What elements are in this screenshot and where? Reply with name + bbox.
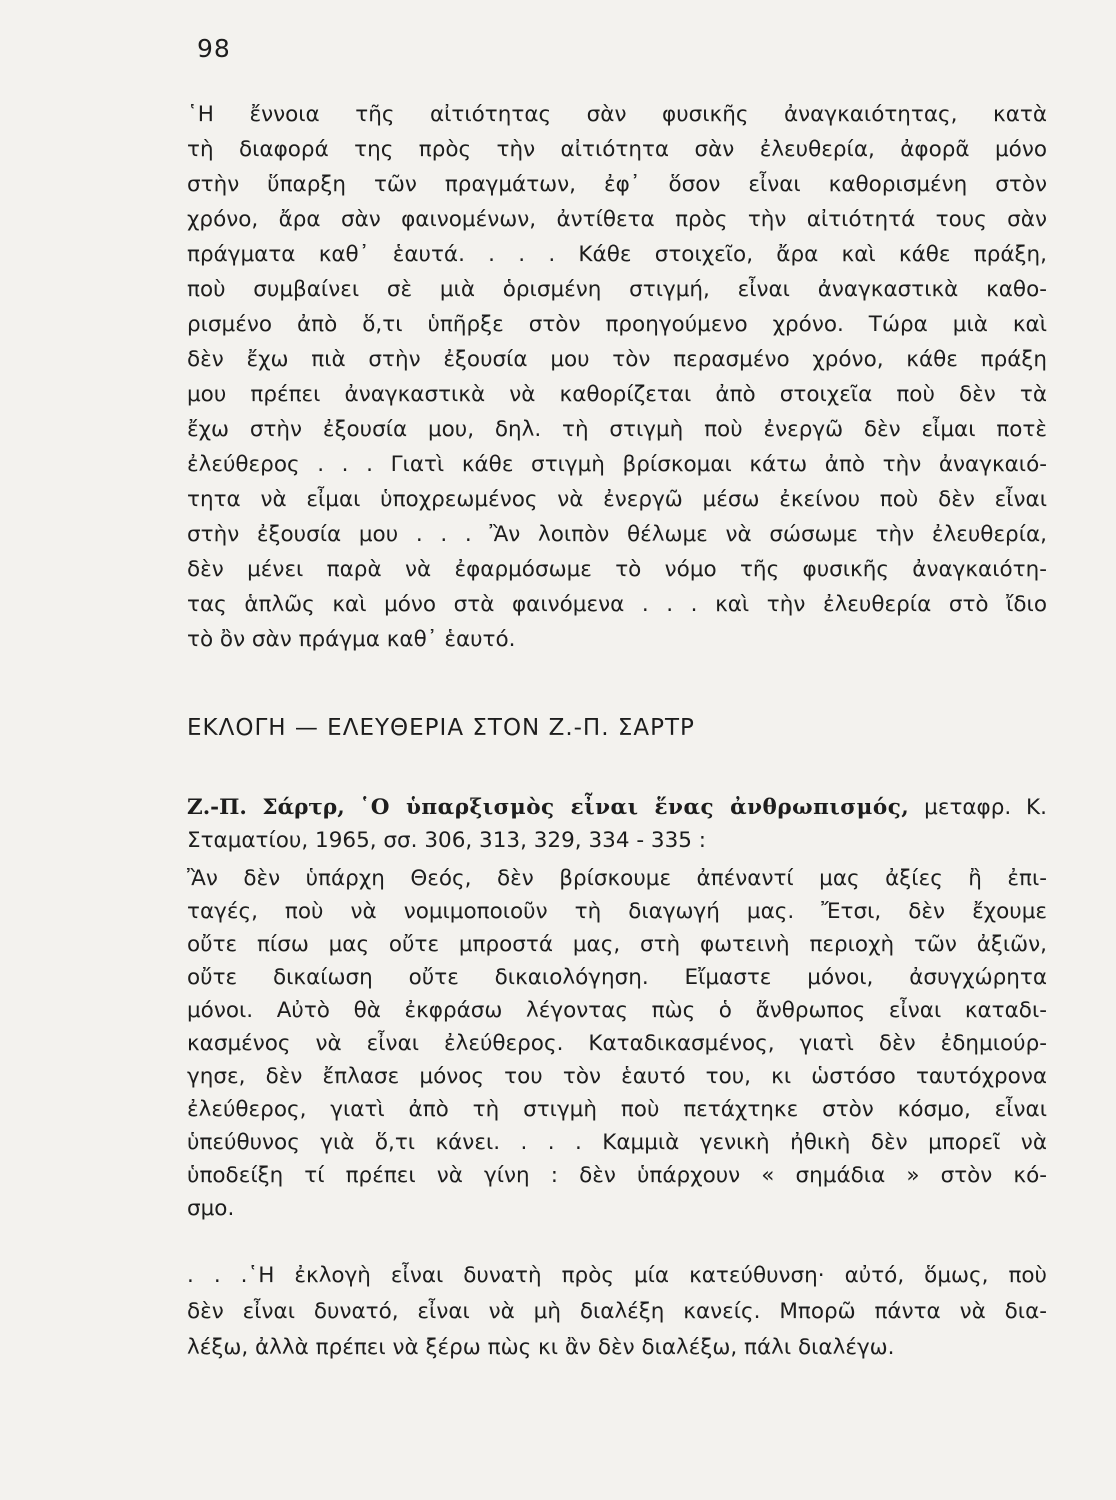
text-line: πράγματα καθ᾽ ἑαυτά. . . . Κάθε στοιχεῖο, ἄρα καὶ κάθε πράξη, [187, 242, 1047, 267]
text-line: χρόνο, ἄρα σὰν φαινομένων, ἀντίθετα πρὸς τὴν αἰτιότητά τους σὰν [187, 207, 1047, 232]
text-line: τὸ ὂν σὰν πράγμα καθ᾽ ἑαυτό. [187, 627, 516, 652]
text-line: ταγές, ποὺ νὰ νομιμοποιοῦν τὴ διαγωγή μας. Ἔτσι, δὲν ἔχουμε [187, 899, 1047, 924]
text-line: μόνοι. Αὐτὸ θὰ ἐκφράσω λέγοντας πὼς ὁ ἄνθρωπος εἶναι καταδι- [187, 998, 1047, 1023]
sartre-paragraph-2 [187, 1265, 1047, 1373]
citation-line [187, 797, 1047, 830]
citation-author: Ζ.-Π. Σάρτρ, [187, 795, 345, 820]
text-line: ὑποδείξη τί πρέπει νὰ γίνη : δὲν ὑπάρχουν « σημάδια » στὸν κό- [187, 1163, 1047, 1188]
text-line: τὴ διαφορά της πρὸς τὴν αἰτιότητα σὰν ἐλευθερία, ἀφορᾶ μόνο [187, 137, 1047, 162]
text-line: γησε, δὲν ἔπλασε μόνος του τὸν ἑαυτό του, κι ὡστόσο ταυτόχρονα [187, 1064, 1047, 1089]
citation-title: ῾Ο ὑπαρξισμὸς εἶναι ἕνας ἀνθρωπισμός, [359, 795, 910, 820]
kant-quote-paragraph [187, 104, 1047, 664]
text-line: δὲν μένει παρὰ νὰ ἐφαρμόσωμε τὸ νόμο τῆς φυσικῆς ἀναγκαιότη- [187, 557, 1047, 582]
text-line: σμο. [187, 1196, 235, 1221]
text-line: . . .῾Η ἐκλογὴ εἶναι δυνατὴ πρὸς μία κατεύθυνση· αὐτό, ὅμως, ποὺ [187, 1263, 1047, 1288]
text-line: ρισμένο ἀπὸ ὅ,τι ὑπῆρξε στὸν προηγούμενο χρόνο. Τώρα μιὰ καὶ [187, 312, 1047, 337]
page-number: 98 [197, 34, 231, 63]
text-line: Ἂν δὲν ὑπάρχη Θεός, δὲν βρίσκουμε ἀπέναντί μας ἀξίες ἢ ἐπι- [187, 866, 1047, 891]
text-line: ποὺ συμβαίνει σὲ μιὰ ὁρισμένη στιγμή, εἶναι ἀναγκαστικὰ καθο- [187, 277, 1047, 302]
text-line: ἐλεύθερος, γιατὶ ἀπὸ τὴ στιγμὴ ποὺ πετάχτηκε στὸν κόσμο, εἶναι [187, 1097, 1047, 1122]
text-line: δὲν εἶναι δυνατό, εἶναι νὰ μὴ διαλέξη κανείς. Μπορῶ πάντα νὰ δια- [187, 1299, 1047, 1324]
sartre-paragraph-1 [187, 868, 1047, 1231]
text-line: λέξω, ἀλλὰ πρέπει νὰ ξέρω πὼς κι ἂν δὲν διαλέξω, πάλι διαλέγω. [187, 1335, 895, 1360]
text-line: τητα νὰ εἶμαι ὑποχρεωμένος νὰ ἐνεργῶ μέσω ἐκείνου ποὺ δὲν εἶναι [187, 487, 1047, 512]
text-line: μου πρέπει ἀναγκαστικὰ νὰ καθορίζεται ἀπὸ στοιχεῖα ποὺ δὲν τὰ [187, 382, 1047, 407]
text-line: στὴν ὕπαρξη τῶν πραγμάτων, ἐφ᾽ ὅσον εἶναι καθορισμένη στὸν [187, 172, 1047, 197]
text-line: ῾Η ἔννοια τῆς αἰτιότητας σὰν φυσικῆς ἀναγκαιότητας, κατὰ [187, 102, 1047, 127]
text-line: ὑπεύθυνος γιὰ ὅ,τι κάνει. . . . Καμμιὰ γενικὴ ἠθικὴ δὲν μπορεῖ νὰ [187, 1130, 1047, 1155]
text-line: οὔτε πίσω μας οὔτε μπροστά μας, στὴ φωτεινὴ περιοχὴ τῶν ἀξιῶν, [187, 932, 1047, 957]
section-heading: ΕΚΛΟΓΗ — ΕΛΕΥΘΕΡΙΑ ΣΤΟΝ Ζ.-Π. ΣΑΡΤΡ [187, 715, 695, 741]
citation-line: Σταματίου, 1965, σσ. 306, 313, 329, 334 - 335 : [187, 828, 707, 853]
text-line: δὲν ἔχω πιὰ στὴν ἐξουσία μου τὸν περασμένο χρόνο, κάθε πράξη [187, 347, 1047, 372]
text-line: οὔτε δικαίωση οὔτε δικαιολόγηση. Εἴμαστε μόνοι, ἀσυγχώρητα [187, 965, 1047, 990]
source-citation [187, 797, 1047, 863]
text-line: ἔχω στὴν ἐξουσία μου, δηλ. τὴ στιγμὴ ποὺ ἐνεργῶ δὲν εἶμαι ποτὲ [187, 417, 1047, 442]
citation-translator: μεταφρ. Κ. [924, 795, 1047, 820]
text-line: τας ἁπλῶς καὶ μόνο στὰ φαινόμενα . . . καὶ τὴν ἐλευθερία στὸ ἴδιο [187, 592, 1047, 617]
text-line: στὴν ἐξουσία μου . . . Ἂν λοιπὸν θέλωμε νὰ σώσωμε τὴν ἐλευθερία, [187, 522, 1047, 547]
text-line: ἐλεύθερος . . . Γιατὶ κάθε στιγμὴ βρίσκομαι κάτω ἀπὸ τὴν ἀναγκαιό- [187, 452, 1047, 477]
text-line: κασμένος νὰ εἶναι ἐλεύθερος. Καταδικασμένος, γιατὶ δὲν ἐδημιούρ- [187, 1031, 1047, 1056]
